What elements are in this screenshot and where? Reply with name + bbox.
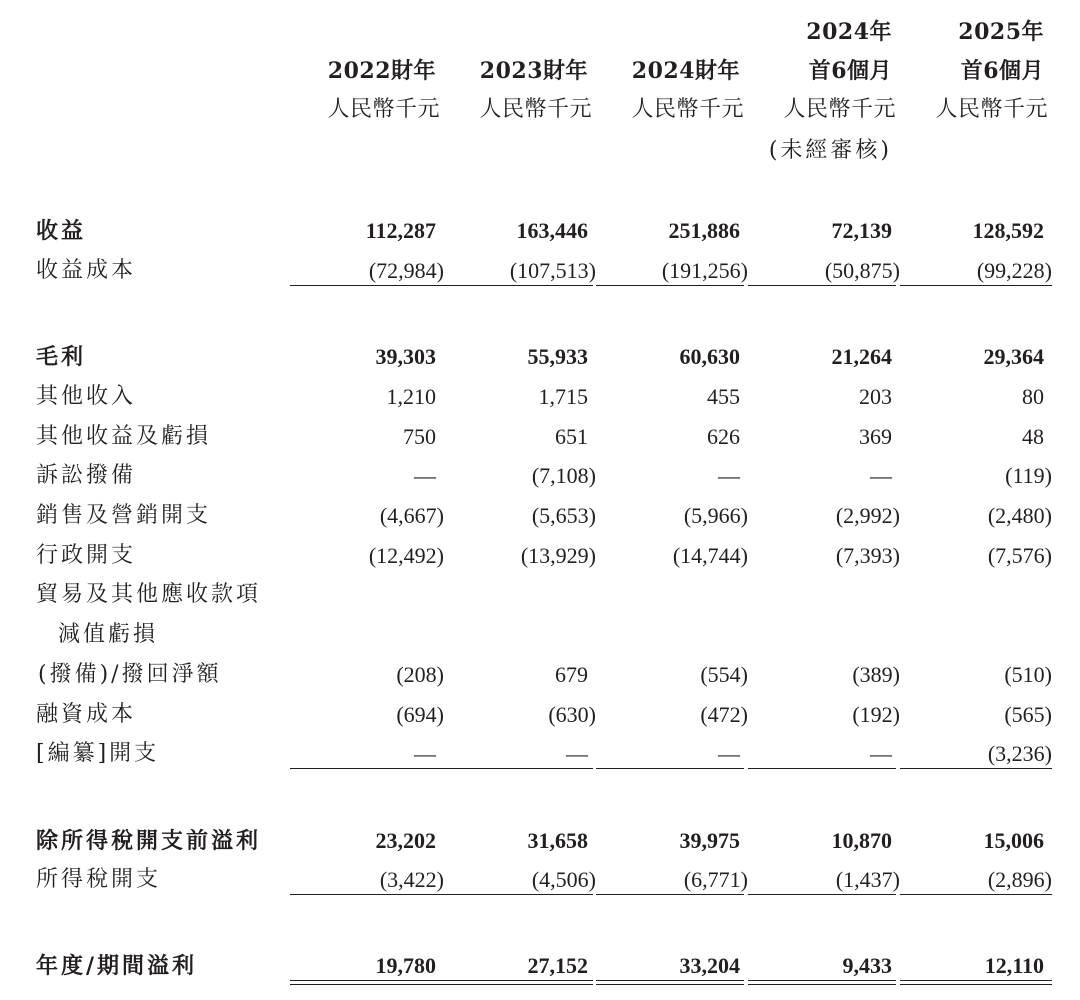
table-cell: (389) — [852, 662, 900, 687]
table-cell: (630) — [548, 702, 596, 727]
total-double-rule — [748, 980, 896, 985]
total-double-rule — [596, 980, 744, 985]
table-cell: (13,929) — [520, 543, 596, 568]
table-cell: (2,896) — [987, 867, 1052, 892]
table-cell: 48 — [1022, 424, 1044, 449]
table-cell: 15,006 — [983, 828, 1044, 853]
table-cell: — — [870, 463, 892, 488]
col-2-period-label: 2024財年 — [631, 58, 740, 84]
subtotal-rule — [596, 285, 744, 286]
table-cell: 128,592 — [972, 218, 1044, 243]
table-cell: 60,630 — [679, 344, 740, 369]
table-cell: 29,364 — [983, 344, 1044, 369]
table-cell: (107,513) — [509, 258, 596, 283]
subtotal-rule — [748, 285, 896, 286]
table-cell: (208) — [396, 662, 444, 687]
table-cell: (12,492) — [368, 543, 444, 568]
subtotal-rule — [290, 768, 443, 769]
row-label: 其他收入 — [36, 384, 137, 409]
col-4-period-label: 首6個月 — [960, 58, 1044, 84]
subtotal-rule — [443, 768, 593, 769]
col-3-unit: 人民幣千元 — [783, 97, 896, 122]
table-cell: (472) — [700, 702, 748, 727]
row-label: 融資成本 — [36, 702, 137, 727]
table-cell: 1,210 — [386, 384, 436, 409]
subtotal-rule — [748, 894, 896, 895]
row-label: 銷售及營銷開支 — [36, 503, 212, 528]
table-cell: 679 — [555, 662, 588, 687]
table-cell: (3,422) — [379, 867, 444, 892]
table-cell: (565) — [1004, 702, 1052, 727]
row-label: 減值虧損 — [58, 622, 159, 647]
row-label: 除所得稅開支前溢利 — [36, 828, 262, 854]
table-cell: (6,771) — [683, 867, 748, 892]
row-label: 貿易及其他應收款項 — [36, 582, 262, 607]
table-cell: — — [870, 741, 892, 766]
table-cell: (7,108) — [531, 463, 596, 488]
col-1-unit: 人民幣千元 — [479, 97, 592, 122]
subtotal-rule — [900, 894, 1052, 895]
table-cell: 112,287 — [365, 218, 436, 243]
table-cell: (192) — [852, 702, 900, 727]
col-3-unaudited-note: (未經審核) — [768, 138, 892, 163]
table-cell: 23,202 — [375, 828, 436, 853]
table-cell: 21,264 — [831, 344, 892, 369]
table-cell: 72,139 — [831, 218, 892, 243]
table-cell: 27,152 — [527, 953, 588, 978]
table-cell: (2,992) — [835, 503, 900, 528]
subtotal-rule — [443, 894, 593, 895]
row-label: 收益成本 — [36, 258, 137, 283]
row-label: 收益 — [36, 218, 87, 244]
table-cell: 1,715 — [538, 384, 588, 409]
table-cell: (119) — [1005, 463, 1052, 488]
table-cell: (7,393) — [835, 543, 900, 568]
table-cell: — — [566, 741, 588, 766]
table-cell: (5,653) — [531, 503, 596, 528]
table-cell: (694) — [396, 702, 444, 727]
table-cell: 455 — [707, 384, 740, 409]
table-cell: (14,744) — [672, 543, 748, 568]
row-label: (撥備)/撥回淨額 — [38, 662, 222, 687]
table-cell: (1,437) — [835, 867, 900, 892]
subtotal-rule — [900, 768, 1052, 769]
subtotal-rule — [290, 894, 443, 895]
col-3-period-label: 首6個月 — [808, 58, 892, 84]
table-cell: (191,256) — [661, 258, 748, 283]
table-cell: 39,303 — [375, 344, 436, 369]
total-double-rule — [443, 980, 593, 985]
table-cell: (50,875) — [824, 258, 900, 283]
subtotal-rule — [596, 768, 744, 769]
table-cell: (5,966) — [683, 503, 748, 528]
table-cell: — — [718, 463, 740, 488]
col-2-unit: 人民幣千元 — [631, 97, 744, 122]
table-cell: 163,446 — [516, 218, 588, 243]
table-cell: 369 — [859, 424, 892, 449]
total-double-rule — [900, 980, 1052, 985]
col-3-year: 2024年 — [806, 19, 892, 45]
table-cell: (4,667) — [379, 503, 444, 528]
table-cell: (554) — [700, 662, 748, 687]
total-double-rule — [290, 980, 443, 985]
row-label: 行政開支 — [36, 543, 137, 568]
table-cell: — — [718, 741, 740, 766]
table-cell: 55,933 — [527, 344, 588, 369]
table-cell: 626 — [707, 424, 740, 449]
row-label: 毛利 — [36, 344, 87, 370]
table-cell: (510) — [1004, 662, 1052, 687]
table-cell: — — [414, 741, 436, 766]
table-cell: 39,975 — [679, 828, 740, 853]
table-cell: (7,576) — [987, 543, 1052, 568]
col-4-unit: 人民幣千元 — [935, 97, 1048, 122]
table-cell: 19,780 — [375, 953, 436, 978]
table-cell: 203 — [859, 384, 892, 409]
row-label: 所得稅開支 — [36, 867, 162, 892]
table-cell: 651 — [555, 424, 588, 449]
table-cell: (2,480) — [987, 503, 1052, 528]
table-cell: 750 — [403, 424, 436, 449]
row-label: [編纂]開支 — [36, 741, 160, 766]
table-cell: 9,433 — [842, 953, 892, 978]
table-cell: (4,506) — [531, 867, 596, 892]
col-1-period-label: 2023財年 — [479, 58, 588, 84]
table-cell: 33,204 — [679, 953, 740, 978]
subtotal-rule — [900, 285, 1052, 286]
subtotal-rule — [290, 285, 443, 286]
table-cell: (72,984) — [368, 258, 444, 283]
table-cell: 80 — [1022, 384, 1044, 409]
row-label: 其他收益及虧損 — [36, 424, 212, 449]
subtotal-rule — [596, 894, 744, 895]
table-cell: 31,658 — [527, 828, 588, 853]
row-label: 年度/期間溢利 — [36, 953, 198, 979]
col-0-period-label: 2022財年 — [327, 58, 436, 84]
table-cell: 251,886 — [668, 218, 740, 243]
row-label: 訴訟撥備 — [36, 463, 137, 488]
subtotal-rule — [443, 285, 593, 286]
table-cell: — — [414, 463, 436, 488]
col-4-year: 2025年 — [958, 19, 1044, 45]
table-cell: (3,236) — [987, 741, 1052, 766]
col-0-unit: 人民幣千元 — [327, 97, 440, 122]
subtotal-rule — [748, 768, 896, 769]
table-cell: 12,110 — [984, 953, 1044, 978]
table-cell: 10,870 — [831, 828, 892, 853]
table-cell: (99,228) — [976, 258, 1052, 283]
